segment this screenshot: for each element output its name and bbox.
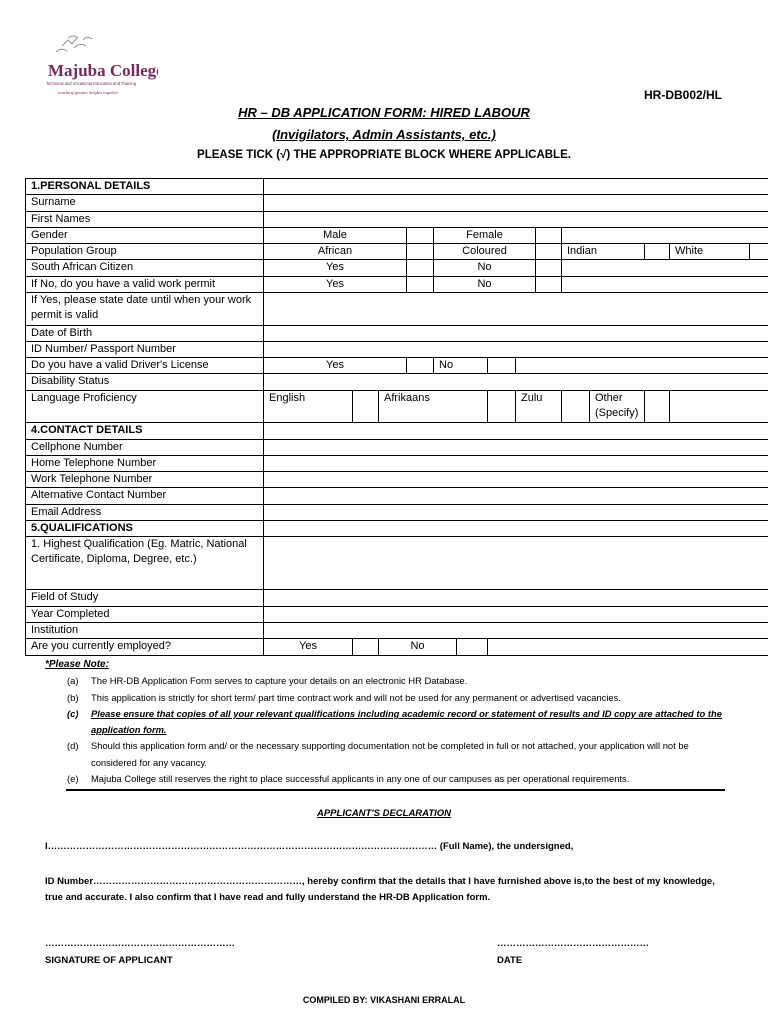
white-tick-box[interactable] — [750, 244, 768, 260]
divider-line — [66, 789, 725, 791]
college-logo — [28, 28, 158, 98]
employed-yes-option: Yes — [264, 639, 353, 655]
coloured-tick-box[interactable] — [536, 244, 562, 260]
other-tick-box[interactable] — [645, 390, 670, 423]
employed-no-tick-box[interactable] — [457, 639, 488, 655]
qualifications-heading: 5.QUALIFICATIONS — [26, 521, 264, 537]
year-completed-field[interactable] — [264, 606, 768, 622]
note-b — [45, 690, 735, 706]
note-e — [45, 771, 735, 787]
permit-date-field[interactable] — [264, 293, 768, 326]
home-tel-label: Home Telephone Number — [26, 455, 264, 471]
work-tel-label: Work Telephone Number — [26, 472, 264, 488]
license-no-option: No — [434, 358, 488, 374]
other-specify-field[interactable] — [670, 390, 768, 423]
blank-cell — [264, 423, 768, 439]
compiled-by: COMPILED BY: VIKASHANI ERRALAL — [302, 995, 466, 1005]
license-no-tick-box[interactable] — [488, 358, 516, 374]
permit-yes-tick-box[interactable] — [407, 276, 434, 292]
logo-name: Majuba College — [48, 61, 158, 80]
african-tick-box[interactable] — [407, 244, 434, 260]
disability-label: Disability Status — [26, 374, 264, 390]
work-permit-label: If No, do you have a valid work permit — [26, 276, 264, 292]
blank-cell — [562, 276, 768, 292]
id-number-field[interactable] — [264, 341, 768, 357]
english-tick-box[interactable] — [353, 390, 379, 423]
notes-heading: *Please Note: — [45, 659, 109, 670]
note-letter: (b) — [67, 691, 79, 703]
application-table — [25, 178, 768, 656]
language-label: Language Proficiency — [26, 390, 264, 423]
note-text: Should this application form and/ or the necessary supporting documentation not be completed in full or not attached, your application will not be considered for any vacancy. — [91, 740, 689, 768]
blank-cell — [516, 358, 768, 374]
employed-label: Are you currently employed? — [26, 639, 264, 655]
note-letter: (e) — [67, 773, 79, 785]
employed-yes-tick-box[interactable] — [353, 639, 379, 655]
date-line: ………………………………………… — [497, 938, 649, 949]
note-text: This application is strictly for short term/ part time contract work and will not be used for any permanent or advertised vacancies. — [91, 691, 621, 703]
form-subtitle: (Invigilators, Admin Assistants, etc.) — [272, 127, 496, 142]
blank-cell — [264, 179, 768, 195]
note-d — [45, 738, 735, 771]
document-code: HR-DB002/HL — [644, 88, 723, 102]
field-of-study-label: Field of Study — [26, 590, 264, 606]
note-letter: (c) — [67, 707, 79, 719]
citizen-no-tick-box[interactable] — [536, 260, 562, 276]
female-option: Female — [434, 227, 536, 243]
first-names-field[interactable] — [264, 211, 768, 227]
afrikaans-option: Afrikaans — [379, 390, 488, 423]
permit-yes-option: Yes — [264, 276, 407, 292]
logo-subtitle: Technical and Vocational Education and Training — [46, 81, 137, 86]
institution-label: Institution — [26, 622, 264, 638]
logo-tagline: reaching greater heights together — [58, 90, 119, 95]
surname-label: Surname — [26, 195, 264, 211]
blank-cell — [488, 639, 768, 655]
highest-qual-field[interactable] — [264, 537, 768, 590]
cellphone-label: Cellphone Number — [26, 439, 264, 455]
cellphone-field[interactable] — [264, 439, 768, 455]
note-c — [45, 706, 735, 739]
male-option: Male — [264, 227, 407, 243]
work-tel-field[interactable] — [264, 472, 768, 488]
gender-label: Gender — [26, 227, 264, 243]
male-tick-box[interactable] — [407, 227, 434, 243]
first-names-label: First Names — [26, 211, 264, 227]
drivers-license-label: Do you have a valid Driver's License — [26, 358, 264, 374]
alt-contact-label: Alternative Contact Number — [26, 488, 264, 504]
personal-details-heading: 1.PERSONAL DETAILS — [26, 179, 264, 195]
population-group-label: Population Group — [26, 244, 264, 260]
permit-date-label: If Yes, please state date until when your work permit is valid — [26, 293, 264, 326]
form-title: HR – DB APPLICATION FORM: HIRED LABOUR — [238, 105, 530, 120]
license-yes-option: Yes — [264, 358, 407, 374]
dob-field[interactable] — [264, 325, 768, 341]
note-text: The HR-DB Application Form serves to capture your details on an electronic HR Database. — [91, 675, 468, 687]
email-field[interactable] — [264, 504, 768, 520]
note-text: Please ensure that copies of all your relevant qualifications including academic record or statement of results and ID copy are attached to the application form. — [91, 707, 722, 736]
id-number-label: ID Number/ Passport Number — [26, 341, 264, 357]
english-option: English — [264, 390, 353, 423]
zulu-option: Zulu — [516, 390, 562, 423]
year-completed-label: Year Completed — [26, 606, 264, 622]
blank-cell — [562, 260, 768, 276]
notes-section — [45, 657, 735, 787]
blank-cell — [562, 227, 768, 243]
institution-field[interactable] — [264, 622, 768, 638]
dob-label: Date of Birth — [26, 325, 264, 341]
id-confirmation-text: ID Number…………………………………………………………, hereby confirm that the details that I have furnished above is,to the best of my knowledge, true and accurate. I also confirm that I have read and fully understand the HR-DB Application form. — [45, 876, 715, 903]
coloured-option: Coloured — [434, 244, 536, 260]
note-text: Majuba College still reserves the right to place successful applicants in any one of our campuses as per operational requirements. — [91, 773, 630, 785]
highest-qual-label: 1. Highest Qualification (Eg. Matric, National Certificate, Diploma, Degree, etc.) — [26, 537, 264, 590]
note-letter: (a) — [67, 675, 79, 687]
permit-no-tick-box[interactable] — [536, 276, 562, 292]
license-yes-tick-box[interactable] — [407, 358, 434, 374]
contact-details-heading: 4.CONTACT DETAILS — [26, 423, 264, 439]
signature-label: SIGNATURE OF APPLICANT — [45, 955, 173, 966]
field-of-study-field[interactable] — [264, 590, 768, 606]
citizen-no-option: No — [434, 260, 536, 276]
indian-tick-box[interactable] — [645, 244, 670, 260]
email-label: Email Address — [26, 504, 264, 520]
full-name-line: I…………………………………………………………………………………………………………… (Full Name), the undersigned, — [45, 841, 574, 852]
white-option: White — [670, 244, 750, 260]
citizen-yes-tick-box[interactable] — [407, 260, 434, 276]
female-tick-box[interactable] — [536, 227, 562, 243]
surname-field[interactable] — [264, 195, 768, 211]
other-option: Other (Specify) — [590, 390, 645, 423]
tick-instruction: PLEASE TICK (√) THE APPROPRIATE BLOCK WHERE APPLICABLE. — [197, 149, 571, 161]
disability-field[interactable] — [264, 374, 768, 390]
note-letter: (d) — [67, 740, 79, 752]
blank-cell — [264, 521, 768, 537]
signature-line: …………………………………………………… — [45, 938, 235, 949]
sa-citizen-label: South African Citizen — [26, 260, 264, 276]
citizen-yes-option: Yes — [264, 260, 407, 276]
alt-contact-field[interactable] — [264, 488, 768, 504]
permit-no-option: No — [434, 276, 536, 292]
african-option: African — [264, 244, 407, 260]
home-tel-field[interactable] — [264, 455, 768, 471]
employed-no-option: No — [379, 639, 457, 655]
indian-option: Indian — [562, 244, 645, 260]
zulu-tick-box[interactable] — [562, 390, 590, 423]
date-label: DATE — [497, 955, 523, 966]
afrikaans-tick-box[interactable] — [488, 390, 516, 423]
declaration-title: APPLICANT'S DECLARATION — [316, 808, 452, 819]
note-a — [45, 673, 735, 689]
